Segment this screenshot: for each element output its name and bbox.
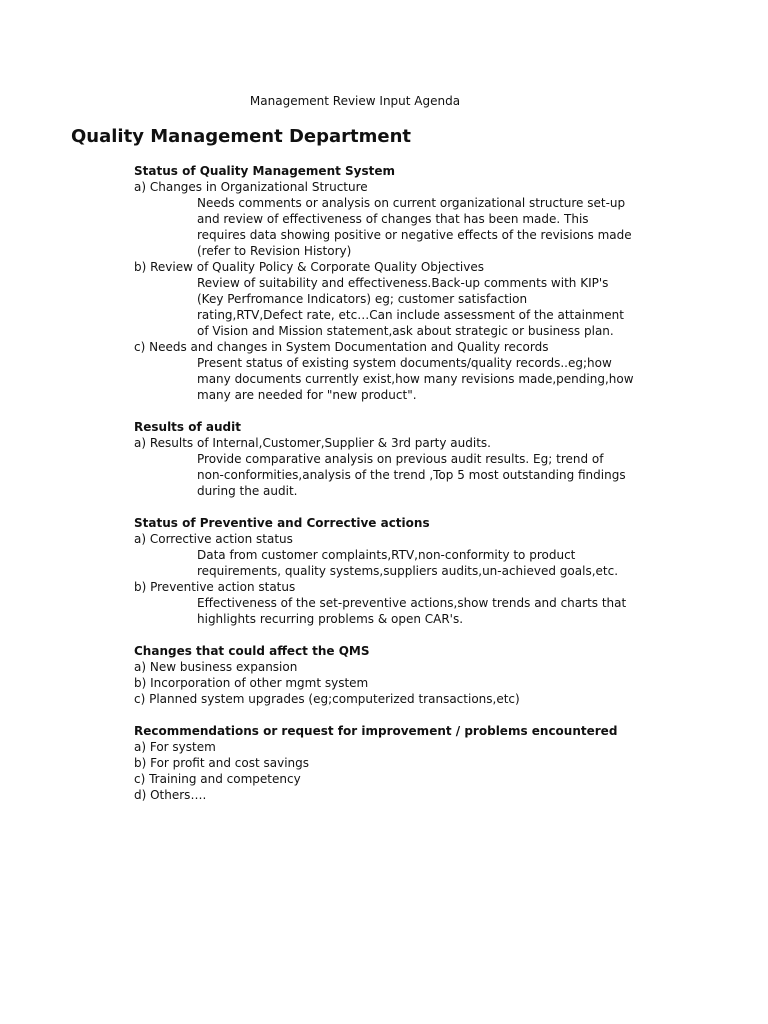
section-heading: Recommendations or request for improvement / problems encountered: [134, 724, 618, 738]
section-heading: Results of audit: [134, 420, 241, 434]
item-detail: Data from customer complaints,RTV,non-conformity to product requirements, quality systems,suppliers audits,un-achieved goals,etc.: [197, 548, 619, 578]
item-label: a) Corrective action status: [134, 532, 293, 546]
item-label: d) Others….: [134, 788, 207, 802]
item-label: b) For profit and cost savings: [134, 756, 310, 770]
item-label: c) Training and competency: [134, 772, 301, 786]
item-label: b) Incorporation of other mgmt system: [134, 676, 369, 690]
section-qms-status: [134, 163, 634, 403]
item-label: b) Review of Quality Policy & Corporate Quality Objectives: [134, 260, 484, 274]
item-detail: Provide comparative analysis on previous audit results. Eg; trend of non-conformities,analysis of the trend ,Top 5 most outstanding findings during the audit.: [197, 452, 626, 498]
item-label: c) Needs and changes in System Documentation and Quality records: [134, 340, 549, 354]
section-heading: Status of Quality Management System: [134, 164, 396, 178]
item-label: a) Changes in Organizational Structure: [134, 180, 368, 194]
section-audit-results: [134, 419, 634, 499]
item-label: c) Planned system upgrades (eg;computerized transactions,etc): [134, 692, 520, 706]
section-heading: Changes that could affect the QMS: [134, 644, 370, 658]
item-detail: Present status of existing system documents/quality records..eg;how many documents currently exist,how many revisions made,pending,how many are needed for "new product".: [197, 356, 634, 402]
agenda-content: [134, 163, 634, 803]
section-qms-changes: [134, 643, 634, 707]
item-label: a) New business expansion: [134, 660, 298, 674]
item-label: b) Preventive action status: [134, 580, 296, 594]
header-title: Management Review Input Agenda: [249, 94, 461, 108]
section-recommendations: [134, 723, 634, 803]
item-label: a) Results of Internal,Customer,Supplier & 3rd party audits.: [134, 436, 491, 450]
item-detail: Needs comments or analysis on current organizational structure set-up and review of effectiveness of changes that has been made. This requires data showing positive or negative effects of the revisions made (refer to Revision History): [197, 196, 632, 258]
section-heading: Status of Preventive and Corrective actions: [134, 516, 430, 530]
item-label: a) For system: [134, 740, 216, 754]
department-title: Quality Management Department: [71, 126, 412, 147]
item-detail: Effectiveness of the set-preventive actions,show trends and charts that highlights recurring problems & open CAR's.: [197, 596, 627, 626]
section-preventive-corrective: [134, 515, 634, 627]
item-detail: Review of suitability and effectiveness.Back-up comments with KIP's (Key Perfromance Indicators) eg; customer satisfaction rating,RTV,Defect rate, etc…Can include assessment of the attainment of Vision and Mission statement,ask about strategic or business plan.: [197, 276, 624, 338]
